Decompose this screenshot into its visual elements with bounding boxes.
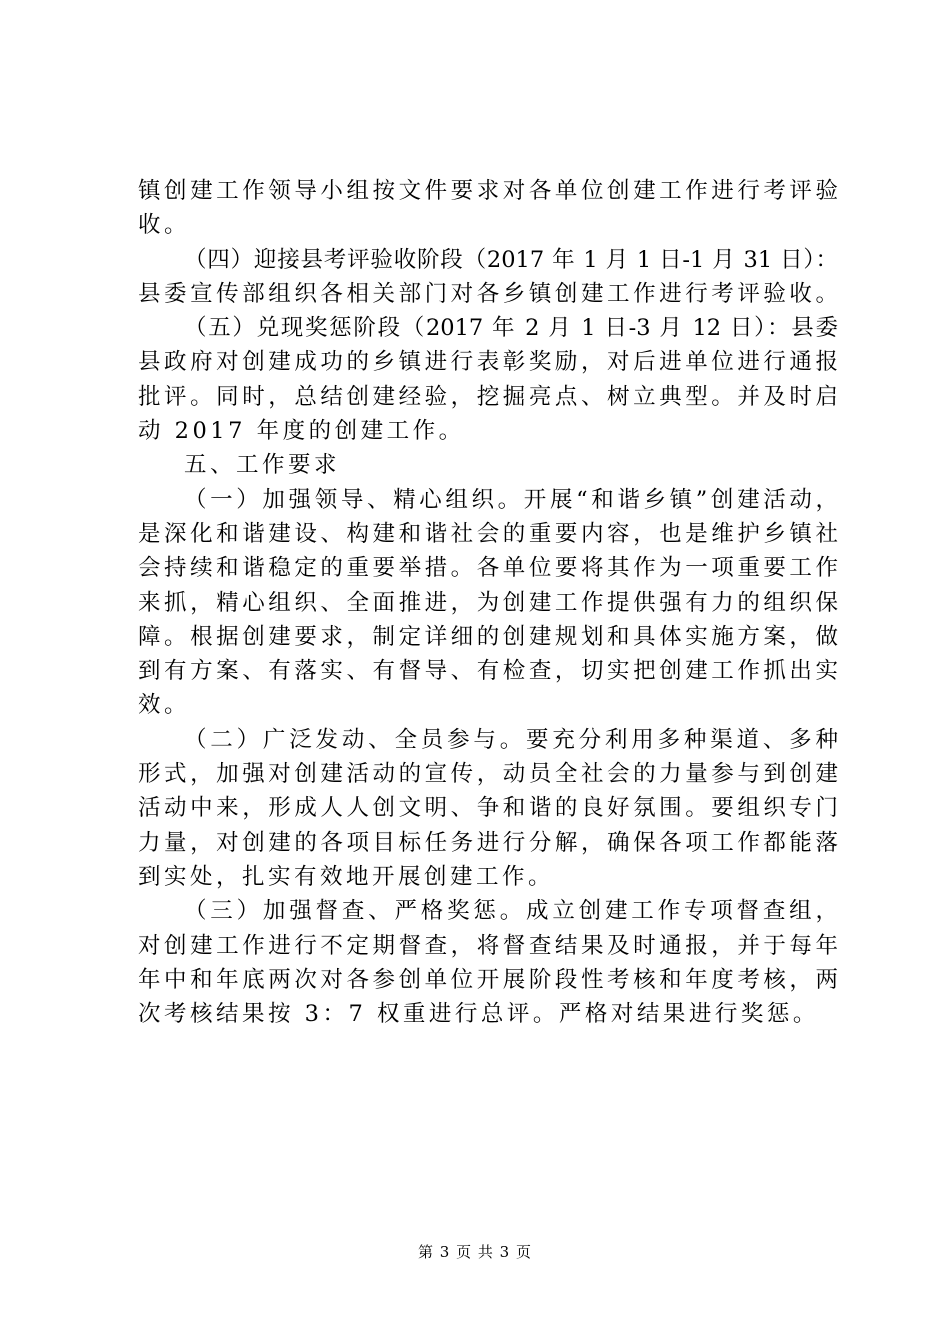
- paragraph-stage-5: [138, 311, 838, 448]
- text-line: 会持续和谐稳定的重要举措。各单位要将其作为一项重要工作: [138, 555, 838, 582]
- text-line: 收。: [138, 212, 191, 239]
- paragraph-requirement-3: [138, 894, 838, 1031]
- text-line: 到有方案、有落实、有督导、有检查，切实把创建工作抓出实: [138, 658, 838, 685]
- paragraph-stage-4: [138, 243, 838, 312]
- page-number-footer: 第 3 页 共 3 页: [418, 1243, 532, 1261]
- text-line: （三）加强督查、严格奖惩。成立创建工作专项督查组，: [184, 898, 838, 925]
- text-line: 年中和年底两次对各参创单位开展阶段性考核和年度考核，两: [138, 966, 838, 993]
- text-line: 次考核结果按 3：7 权重进行总评。严格对结果进行奖惩。: [138, 1001, 819, 1028]
- section-heading-text: 五、工作要求: [184, 452, 341, 479]
- paragraph-requirement-2: [138, 723, 838, 894]
- text-line: 县政府对创建成功的乡镇进行表彰奖励，对后进单位进行通报: [138, 349, 838, 376]
- document-body: [138, 174, 838, 1031]
- text-line: 是深化和谐建设、构建和谐社会的重要内容，也是维护乡镇社: [138, 520, 838, 547]
- text-line: 效。: [138, 692, 191, 719]
- text-line: （五）兑现奖惩阶段（2017 年 2 月 1 日-3 月 12 日）：县委: [184, 315, 838, 342]
- text-line: 批评。同时，总结创建经验，挖掘亮点、树立典型。并及时启: [138, 383, 838, 410]
- paragraph-continuation: [138, 174, 838, 243]
- text-line: （四）迎接县考评验收阶段（2017 年 1 月 1 日-1 月 31 日）：: [184, 246, 838, 273]
- text-line: （二）广泛发动、全员参与。要充分利用多种渠道、多种: [184, 726, 838, 753]
- paragraph-requirement-1: [138, 483, 838, 723]
- text-line: （一）加强领导、精心组织。开展“和谐乡镇”创建活动，: [184, 486, 838, 513]
- section-heading-work-requirements: [138, 448, 838, 482]
- text-line: 来抓，精心组织、全面推进，为创建工作提供强有力的组织保: [138, 589, 838, 616]
- text-line: 活动中来，形成人人创文明、争和谐的良好氛围。要组织专门: [138, 795, 838, 822]
- text-line: 对创建工作进行不定期督查，将督查结果及时通报，并于每年: [138, 932, 838, 959]
- text-line: 到实处，扎实有效地开展创建工作。: [138, 863, 555, 890]
- text-line: 力量，对创建的各项目标任务进行分解，确保各项工作都能落: [138, 829, 838, 856]
- text-line: 障。根据创建要求，制定详细的创建规划和具体实施方案，做: [138, 623, 838, 650]
- text-line: 镇创建工作领导小组按文件要求对各单位创建工作进行考评验: [138, 178, 838, 204]
- text-line: 动 2017 年度的创建工作。: [138, 418, 465, 445]
- text-line: 形式，加强对创建活动的宣传，动员全社会的力量参与到创建: [138, 761, 838, 788]
- text-line: 县委宣传部组织各相关部门对各乡镇创建工作进行考评验收。: [138, 280, 838, 307]
